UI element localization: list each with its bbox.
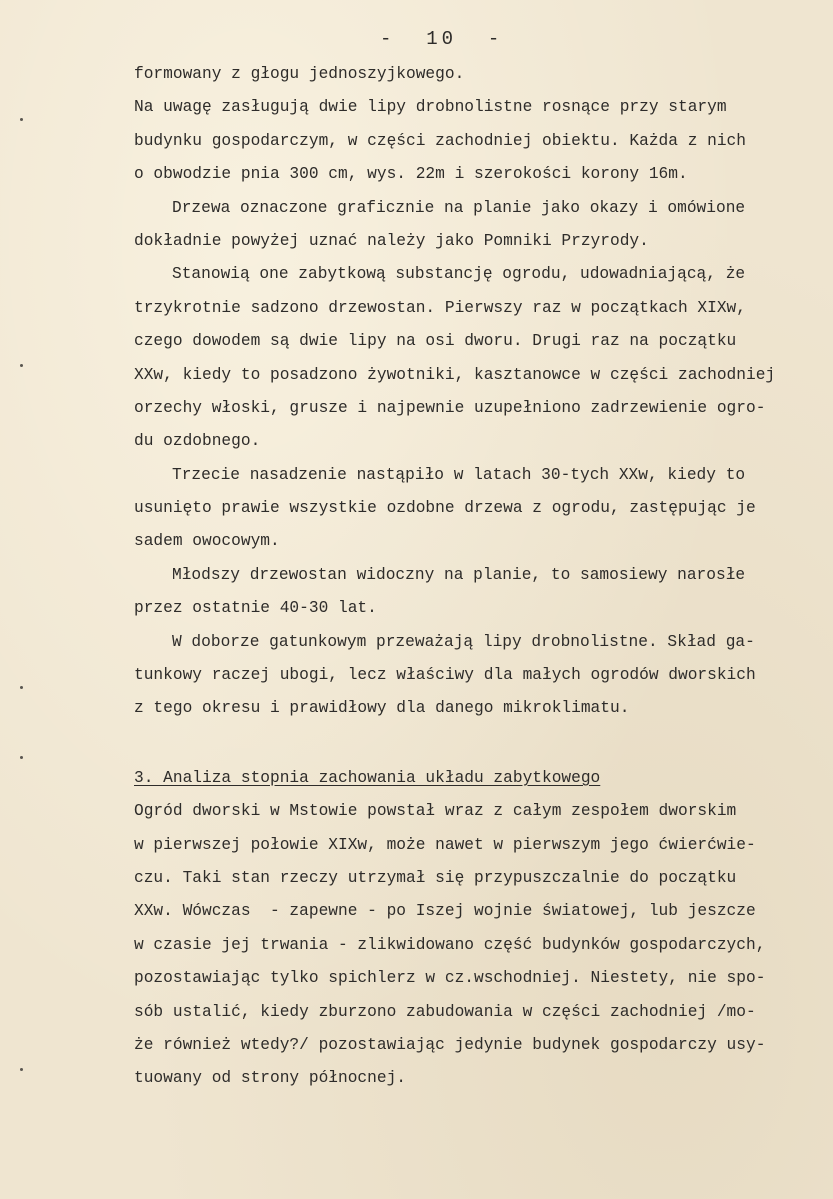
text-line: Trzecie nasadzenie nastąpiło w latach 30-tych XXw, kiedy to [172,465,746,484]
text-line: czu. Taki stan rzeczy utrzymał się przypuszczalnie do początku [134,868,737,887]
text-line: XXw. Wówczas - zapewne - po Iszej wojnie światowej, lub jeszcze [134,902,756,921]
text-line: tuowany od strony północnej. [134,1069,406,1088]
text-line: usunięto prawie wszystkie ozdobne drzewa z ogrodu, zastępując je [134,499,756,518]
text-line: formowany z głogu jednoszyjkowego. [134,65,465,83]
text-line: budynku gospodarczym, w części zachodniej obiektu. Każda z nich [134,131,746,150]
text-line: dokładnie powyżej uznać należy jako Pomniki Przyrody. [134,231,649,250]
text-line: w pierwszej połowie XIXw, może nawet w pierwszym jego ćwierćwie- [134,835,756,854]
text-line: Stanowią one zabytkową substancję ogrodu, udowadniającą, że [172,265,746,284]
text-line: pozostawiając tylko spichlerz w cz.wschodniej. Niestety, nie spo- [134,969,766,988]
text-line: Na uwagę zasługują dwie lipy drobnolistne rosnące przy starym [134,98,727,117]
text-line: tunkowy raczej ubogi, lecz właściwy dla małych ogrodów dworskich [134,666,756,685]
text-line: Ogród dworski w Mstowie powstał wraz z całym zespołem dworskim [134,802,737,821]
binder-mark [20,118,23,121]
binder-mark [20,364,23,367]
text-line: z tego okresu i prawidłowy dla danego mikroklimatu. [134,699,630,718]
binder-mark [20,756,23,759]
text-line: o obwodzie pnia 300 cm, wys. 22m i szerokości korony 16m. [134,165,688,184]
text-line: Drzewa oznaczone graficznie na planie jako okazy i omówione [172,198,746,217]
binder-mark [20,686,23,689]
text-line: W doborze gatunkowym przeważają lipy drobnolistne. Skład ga- [172,632,755,651]
text-line: sadem owocowym. [134,532,280,551]
text-line: sób ustalić, kiedy zburzono zabudowania w części zachodniej /mo- [134,1002,756,1021]
section-heading: 3. Analiza stopnia zachowania układu zabytkowego [134,768,601,787]
text-line: Młodszy drzewostan widoczny na planie, to samosiewy narosłe [172,565,746,584]
text-line: XXw, kiedy to posadzono żywotniki, kasztanowce w części zachodniej [134,365,776,384]
binder-mark [20,1068,23,1071]
page-number: - 10 - [380,28,504,50]
body-text [134,58,814,1096]
text-line: w czasie jej trwania - zlikwidowano część budynków gospodarczych, [134,935,766,954]
text-line: trzykrotnie sadzono drzewostan. Pierwszy raz w początkach XIXw, [134,298,746,317]
text-line: że również wtedy?/ pozostawiając jedynie budynek gospodarczy usy- [134,1035,766,1054]
text-line: du ozdobnego. [134,432,261,451]
text-line: orzechy włoski, grusze i najpewnie uzupełniono zadrzewienie ogro- [134,398,766,417]
text-line: przez ostatnie 40-30 lat. [134,599,377,618]
text-line: czego dowodem są dwie lipy na osi dworu. Drugi raz na początku [134,332,737,351]
